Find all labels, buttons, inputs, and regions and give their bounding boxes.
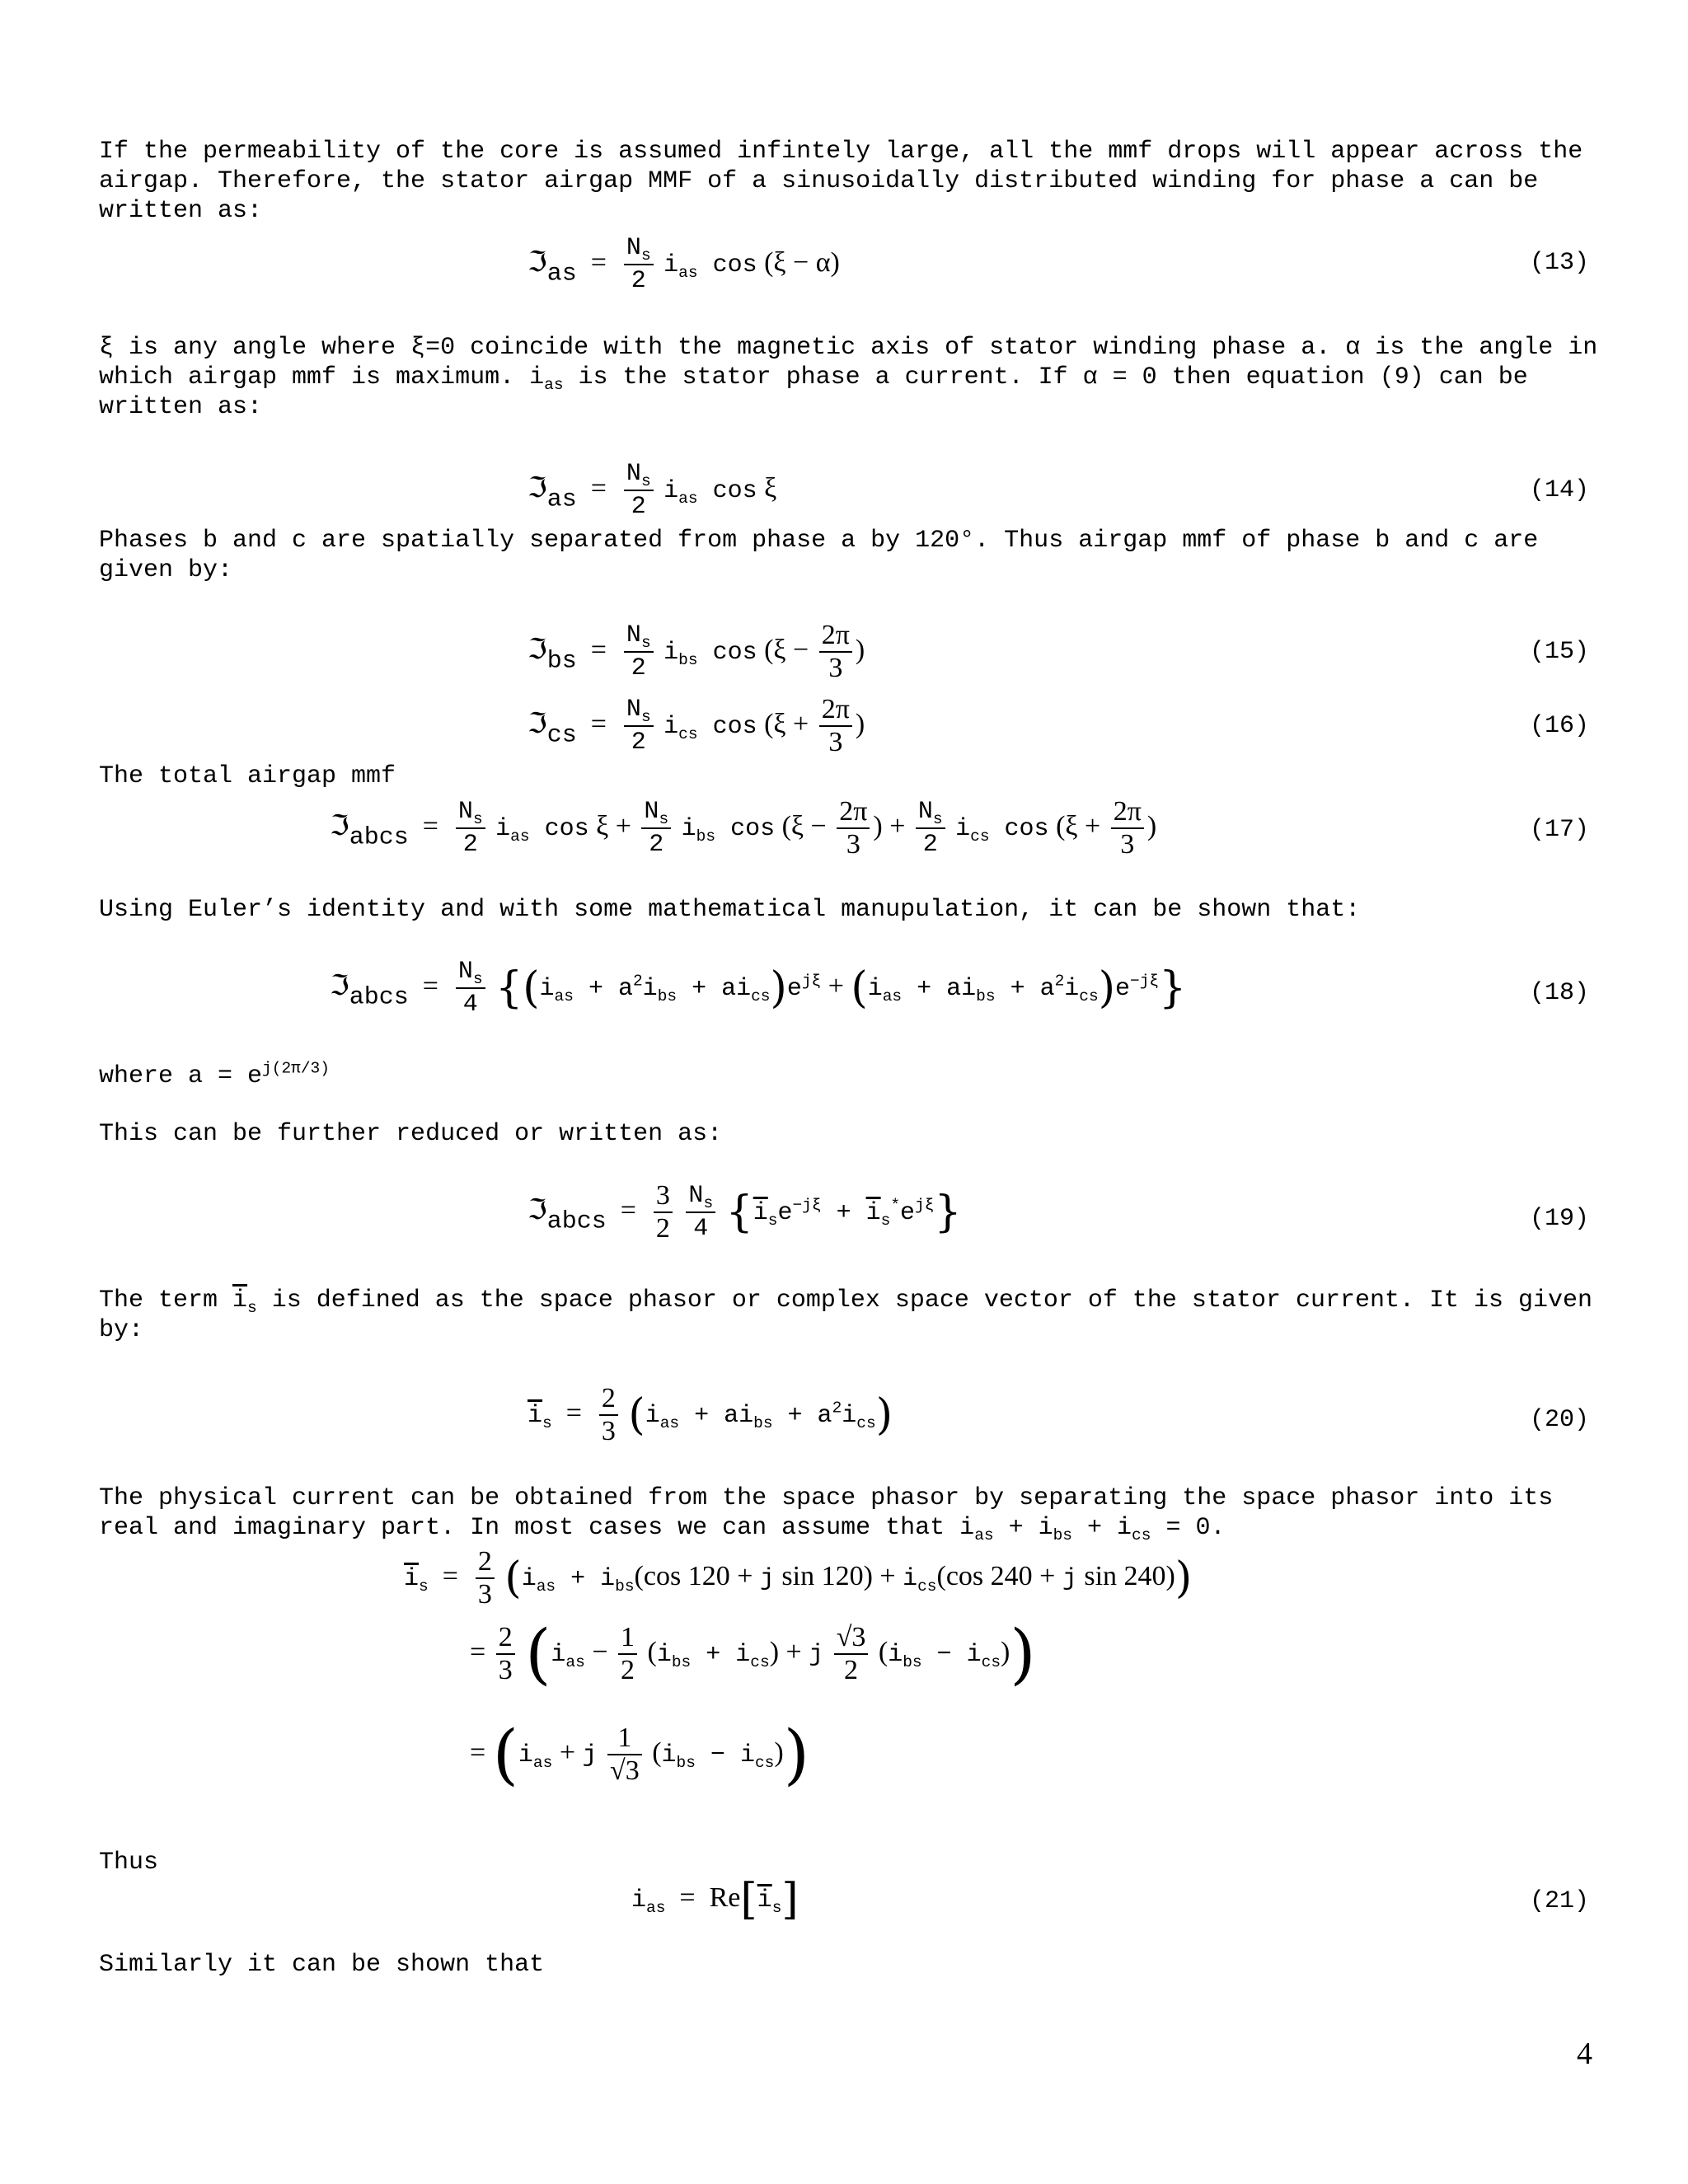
equation-17: ℑ$_{abcs}$ = $\frac{N_s}{2}$ $i_{as}$ cos ξ + $\frac{N_s}{2}$ $i_{bs}$ cos (ξ − $\frac{2\pi}{3}$ ) + $\frac{N_s}{2}$ $i_{cs}$ cos (ξ + $\frac{2\pi}{3}$ )	[330, 796, 1157, 860]
paragraph-xi-definition: ξ is any angle where ξ=0 coincide with the magnetic axis of stator winding phase a. α is the angle in which airgap mmf is maximum. $i_{as}$ is the stator phase a current. If α = 0 then equation (9) can be written as:	[99, 334, 1613, 421]
paragraph-phases-bc: Phases b and c are spatially separated from phase a by 120°. Thus airgap mmf of phase b and c are given by:	[99, 527, 1554, 584]
paragraph-euler: Using Euler’s identity and with some mathematical manupulation, it can be shown that:	[99, 896, 1361, 924]
paragraph-where-a: where $a = e^{j(2\pi/3)}$	[99, 1059, 330, 1090]
paragraph-physical-current: The physical current can be obtained from the space phasor by separating the space phasor into its real and imaginary part. In most cases we can assume that $i_{as} + i_{bs} + i_{cs} = 0$.	[99, 1484, 1568, 1544]
paragraph-similarly: Similarly it can be shown that	[99, 1951, 545, 1979]
equation-number-17: (17)	[1529, 816, 1589, 844]
equation-13: ℑ$_{as}$ = $\frac{N_s}{2}$ $i_{as}$ cos (ξ − α)	[528, 234, 840, 295]
paragraph-thus: Thus	[99, 1849, 159, 1877]
equation-number-19: (19)	[1529, 1205, 1589, 1233]
equation-number-13: (13)	[1529, 249, 1589, 277]
equation-20: $\overline{i}_s$ = $\frac{2}{3}$ $(i_{as} + ai_{bs} + a^2i_{cs})$	[528, 1383, 893, 1446]
derivation-line-2: = $\frac{2}{3}$ ($i_{as}$ − $\frac{1}{2}$ $(i_{bs} + i_{cs}) + j$ $\frac{√3}{2}$ $(i_{bs} - i_{cs})$)	[470, 1615, 1036, 1692]
equation-number-16: (16)	[1529, 712, 1589, 740]
equation-21: $i_{as} = Re[\overline{i}_s]$	[631, 1875, 799, 1925]
paragraph-reduced: This can be further reduced or written as:	[99, 1120, 723, 1148]
page-number: 4	[1577, 2036, 1592, 2071]
derivation-line-3: = ($i_{as} + j$ $\frac{1}{√3}$ $(i_{bs} - i_{cs})$)	[470, 1716, 809, 1793]
paragraph-intro: If the permeability of the core is assumed infintely large, all the mmf drops will appear across the airgap. Therefore, the stator airgap MMF of a sinusoidally distributed winding for phase a can be written as:	[99, 138, 1598, 225]
equation-number-20: (20)	[1529, 1406, 1589, 1434]
equation-19: ℑ$_{abcs}$ = $\frac{3}{2}$ $\frac{N_s}{4}$ $\{\overline{i}_se^{-j\xi} + \overline{i}_s^*e^{j\xi}\}$	[528, 1180, 962, 1244]
derivation-line-1: $\overline{i}_s$ = $\frac{2}{3}$ ($i_{as} + i_{bs}(\cos$ 120 + j $\sin 120) + i_{cs}(\cos$ 240 + j sin 240))	[404, 1546, 1193, 1610]
paragraph-space-phasor: The term $\overline{i}_s$ is defined as the space phasor or complex space vector of the stator current. It is given by:	[99, 1286, 1608, 1344]
equation-14: ℑ$_{as}$ = $\frac{N_s}{2}$ $i_{as}$ cos ξ	[528, 460, 777, 521]
equation-number-15: (15)	[1529, 638, 1589, 666]
paragraph-total-mmf: The total airgap mmf	[99, 762, 396, 790]
equation-18: ℑ$_{abcs}$ = $\frac{N_s}{4}$ $\{(i_{as} + a^2i_{bs} + ai_{cs})e^{j\xi} + (i_{as} + ai_{bs} + a^2i_{cs})e^{-j\xi}\}$	[330, 958, 1187, 1019]
equation-number-14: (14)	[1529, 476, 1589, 504]
equation-number-21: (21)	[1529, 1887, 1589, 1915]
equation-number-18: (18)	[1529, 979, 1589, 1007]
equation-16: ℑ$_{cs}$ = $\frac{N_s}{2}$ $i_{cs}$ cos (ξ + $\frac{2\pi}{3}$ )	[528, 694, 865, 757]
equation-15: ℑ$_{bs}$ = $\frac{N_s}{2}$ $i_{bs}$ cos (ξ − $\frac{2\pi}{3}$ )	[528, 620, 865, 683]
